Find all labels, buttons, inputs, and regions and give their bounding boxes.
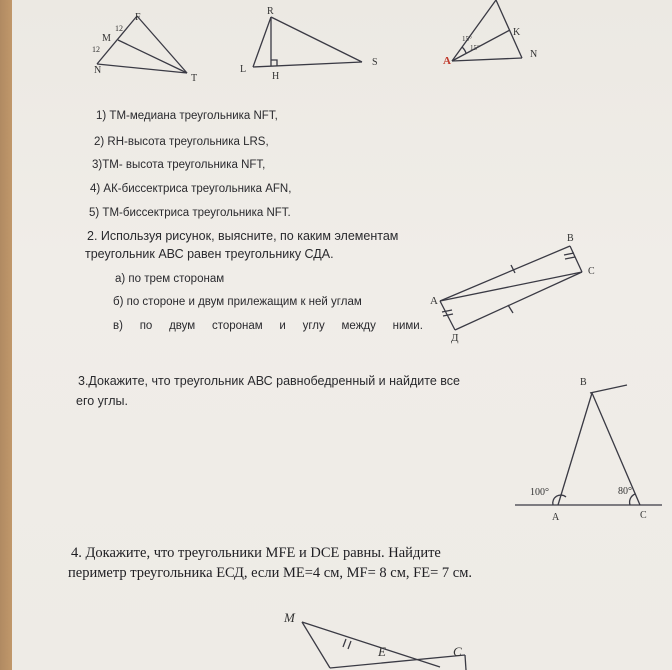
fig1-label-m: M (102, 33, 111, 44)
task4-text-line2: периметр треугольника ЕСД, если МЕ=4 см, MF= 8 см, FE= 7 см. (68, 565, 472, 581)
option-c-word: ними. (392, 320, 423, 332)
fig2-label-s: S (372, 57, 378, 68)
task3-angle-c: 80° (618, 486, 632, 497)
option-c-word: двум (169, 320, 196, 332)
task4-label-c: C (453, 644, 462, 659)
fig1-label-n: N (94, 65, 102, 76)
task2-label-c: C (588, 266, 595, 277)
task4-label-m: M (284, 610, 295, 625)
task3-text-line2: его углы. (76, 394, 128, 408)
fig3-label-n: N (530, 49, 538, 60)
task2-text-line1: 2. Используя рисунок, выясните, по каким элементам (87, 229, 399, 243)
task3-label-a: A (552, 512, 560, 523)
task3-angle-a: 100° (530, 487, 549, 498)
task3-label-c: C (640, 510, 647, 521)
fig1-label-f: F (135, 12, 141, 23)
figure-triangle-nft (97, 16, 187, 73)
task2-option-c (113, 320, 423, 332)
statement-4: 4) АК-биссектриса треугольника AFN, (90, 183, 292, 195)
task4-label-e: E (378, 644, 386, 659)
option-c-word: между (341, 320, 376, 332)
task2-label-d: Д (451, 332, 459, 344)
option-c-word: в) (113, 320, 123, 332)
option-c-word: сторонам (211, 320, 263, 332)
task4-text-line1: 4. Докажите, что треугольники MFE и DCE равны. Найдите (71, 545, 441, 561)
option-c-word: по (139, 320, 153, 332)
fig2-label-l: L (240, 64, 247, 75)
fig2-label-r: R (267, 6, 274, 17)
fig1-seg-label-1: 12 (115, 24, 123, 33)
figure-abcd (440, 246, 582, 330)
figure-triangle-afn (452, 0, 522, 61)
statement-2: 2) RH-высота треугольника LRS, (94, 136, 269, 148)
fig3-label-k: K (513, 27, 521, 38)
fig3-angle-2: 15° (470, 44, 480, 52)
statement-1: 1) ТМ-медиана треугольника NFT, (96, 110, 278, 122)
task2-option-a: а) по трем сторонам (115, 273, 225, 285)
task2-text-line2: треугольник АВС равен треугольнику СДА. (85, 247, 334, 261)
option-c-word: и (279, 320, 286, 332)
statement-3: 3)ТМ- высота треугольника NFT, (92, 159, 266, 171)
option-c-word: углу (302, 320, 325, 332)
fig2-label-h: H (272, 71, 280, 82)
task2-option-b: б) по стороне и двум прилежащим к ней углам (113, 296, 362, 308)
fig3-label-a: A (443, 55, 451, 67)
fig1-label-t: T (191, 73, 198, 84)
figure-triangle-lrs (253, 17, 362, 67)
fig3-angle-1: 15° (462, 35, 472, 43)
task3-text-line1: 3.Докажите, что треугольник АВС равнобедренный и найдите все (78, 374, 460, 388)
statement-5: 5) ТМ-биссектриса треугольника NFT. (89, 207, 291, 219)
task2-label-b: B (567, 233, 574, 244)
task3-label-b: B (580, 377, 587, 388)
fig1-seg-label-2: 12 (92, 45, 100, 54)
task2-label-a: A (430, 295, 438, 307)
